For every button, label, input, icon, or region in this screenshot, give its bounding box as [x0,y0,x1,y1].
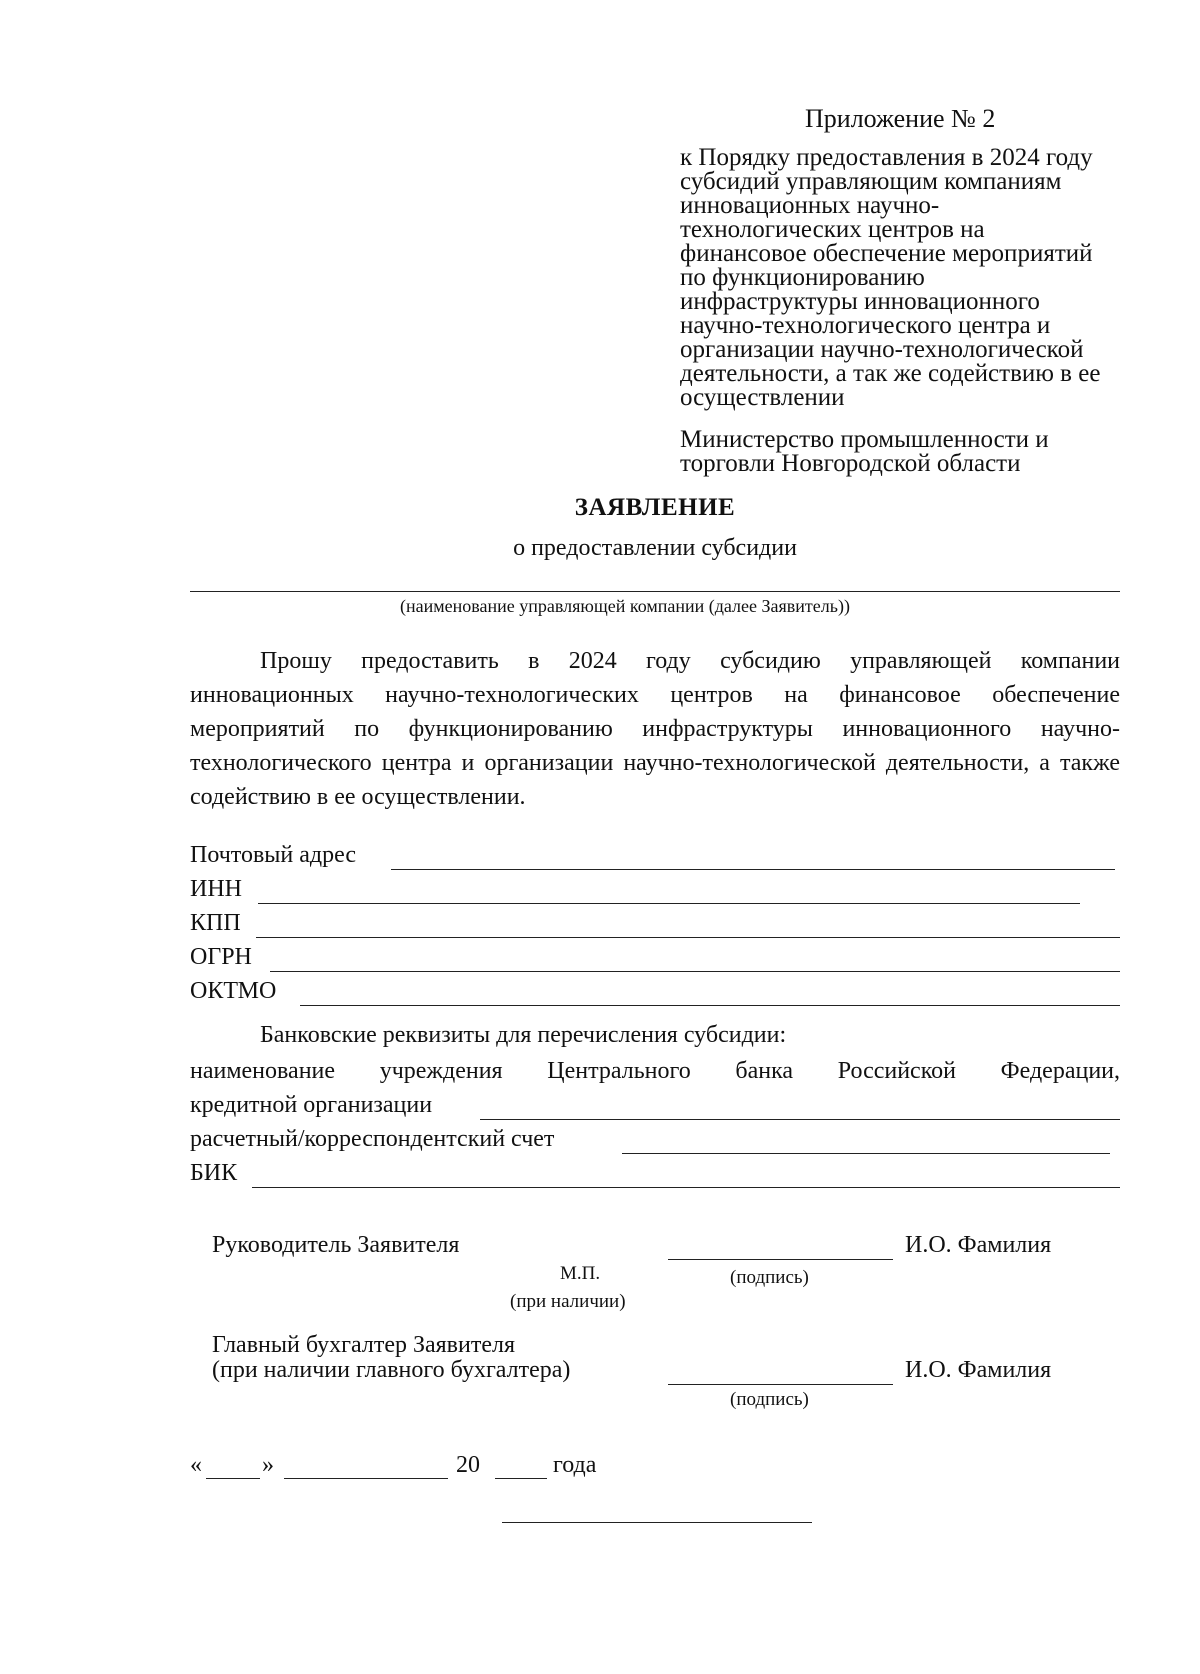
appendix-line: субсидий управляющим компаниям [680,168,1062,195]
inn-label: ИНН [190,876,242,902]
appendix-line: организации научно-технологической [680,336,1084,363]
appendix-line: по функционированию [680,264,925,291]
appendix-line: финансовое обеспечение мероприятий [680,240,1093,267]
addressee-ministry [680,428,1049,476]
oktmo-field[interactable] [300,1005,1120,1006]
request-paragraph: Прошу предоставить в 2024 году субсидию управляющей компании инновационных научно-технологических центров на финансовое обеспечение мероприятий по функционированию инфраструктуры инновационного научно-технологического центра и организации научно-технологической деятельности, а также содействию в ее осуществлении. [190,648,1120,810]
kpp-label: КПП [190,910,241,936]
accountant-label: Главный бухгалтер Заявителя [212,1332,516,1358]
credit-org-label: кредитной организации [190,1092,433,1118]
postal-address-field[interactable] [391,869,1115,870]
account-label: расчетный/корреспондентский счет [190,1126,555,1152]
appendix-line: осуществлении [680,384,845,411]
company-name-caption: (наименование управляющей компании (далее Заявитель)) [400,596,850,616]
appendix-line: деятельности, а так же содействию в ее [680,360,1101,387]
postal-address-label: Почтовый адрес [190,842,357,868]
date-open-quote: « [190,1452,202,1478]
ogrn-label: ОГРН [190,944,252,970]
bottom-line [502,1522,812,1523]
company-name-field[interactable] [190,591,1120,592]
stamp-note: (при наличии) [510,1291,626,1312]
account-field[interactable] [622,1153,1110,1154]
date-year-field[interactable] [495,1478,547,1479]
signature-caption: (подпись) [730,1389,809,1410]
bank-details-heading: Банковские реквизиты для перечисления субсидии: [260,1022,787,1048]
stamp-label: М.П. [560,1263,601,1284]
bank-name-label: наименование учреждения Центрального банка Российской Федерации, [190,1058,1120,1084]
date-year-word: года [553,1452,597,1478]
date-century: 20 [456,1452,480,1478]
date-day-field[interactable] [206,1478,260,1479]
signature-caption: (подпись) [730,1267,809,1288]
accountant-signature-field[interactable] [668,1384,893,1385]
head-signature-field[interactable] [668,1259,893,1260]
addressee-line: Министерство промышленности и [680,426,1049,453]
ogrn-field[interactable] [270,971,1120,972]
appendix-line: технологических центров на [680,216,985,243]
head-label: Руководитель Заявителя [212,1232,460,1258]
addressee-line: торговли Новгородской области [680,450,1021,477]
appendix-line: инфраструктуры инновационного [680,288,1040,315]
bik-label: БИК [190,1160,238,1186]
oktmo-label: ОКТМО [190,978,277,1004]
document-subtitle: о предоставлении субсидии [513,535,797,561]
accountant-name-placeholder: И.О. Фамилия [905,1357,1052,1383]
bik-field[interactable] [252,1187,1120,1188]
date-month-field[interactable] [284,1478,448,1479]
appendix-title: Приложение № 2 [805,104,996,133]
kpp-field[interactable] [256,937,1120,938]
accountant-label-note: (при наличии главного бухгалтера) [212,1357,571,1383]
date-close-quote: » [262,1452,274,1478]
head-name-placeholder: И.О. Фамилия [905,1232,1052,1258]
inn-field[interactable] [258,903,1080,904]
appendix-line: к Порядку предоставления в 2024 году [680,144,1093,171]
appendix-reference [680,146,1100,410]
appendix-line: инновационных научно- [680,192,940,219]
appendix-line: научно-технологического центра и [680,312,1051,339]
credit-org-field[interactable] [480,1119,1120,1120]
document-title: ЗАЯВЛЕНИЕ [574,494,736,521]
